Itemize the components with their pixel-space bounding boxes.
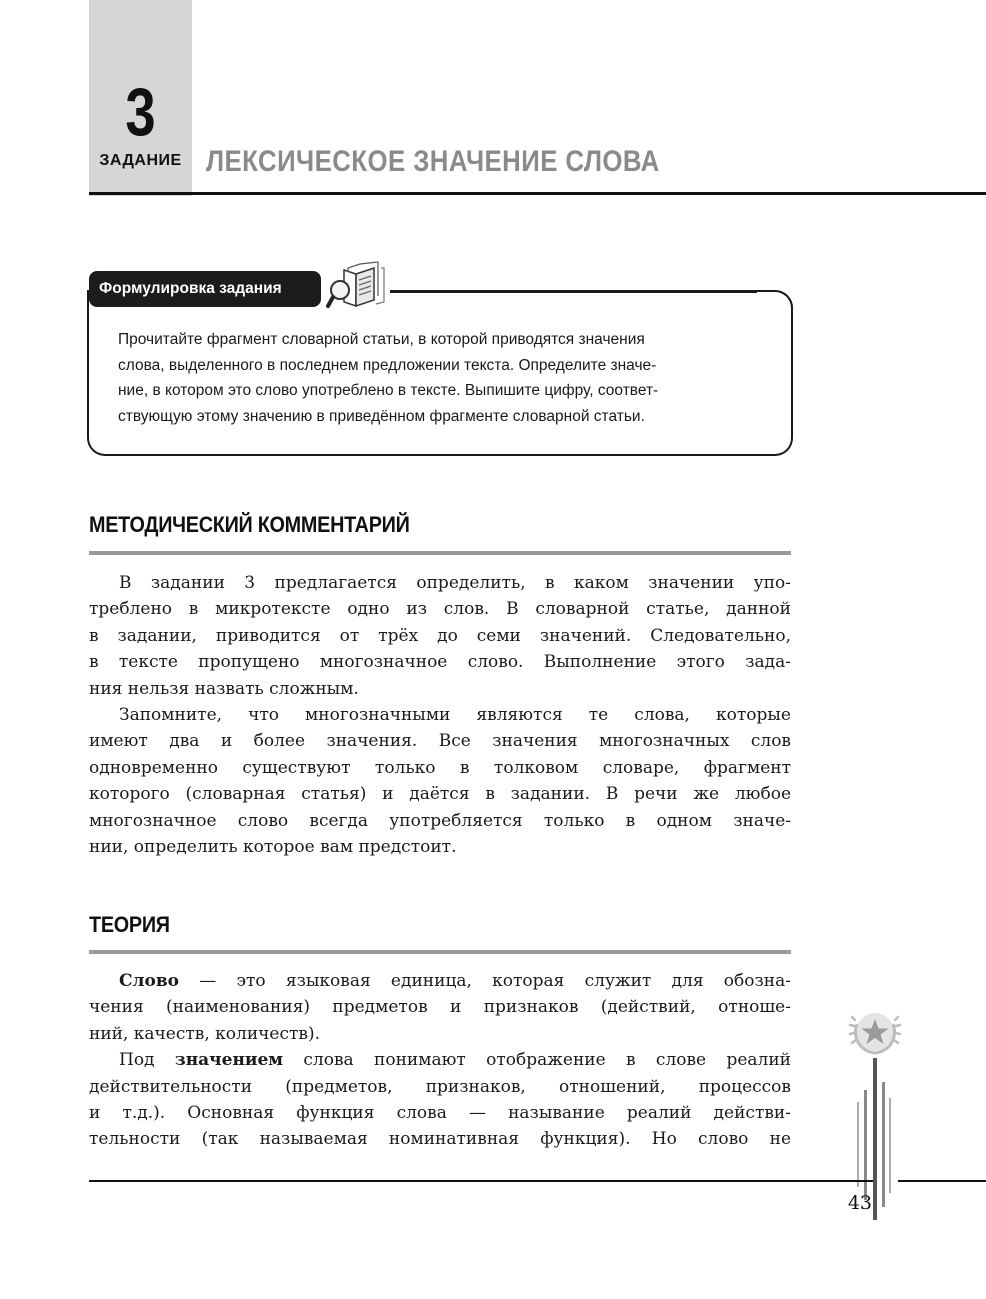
- theory-body: [89, 968, 791, 1153]
- text-line: в тексте пропущено многозначное слово. Выполнение этого зада-: [89, 652, 791, 673]
- footer-divider: [89, 1180, 873, 1182]
- footer-divider-right: [898, 1180, 986, 1182]
- text-line: имеют два и более значения. Все значения многозначных слов: [89, 731, 791, 752]
- task-label: ЗАДАНИЕ: [99, 152, 182, 169]
- text-line: действительности (предметов, признаков, отношений, процессов: [89, 1076, 791, 1097]
- term-meaning: значением: [174, 1050, 284, 1071]
- text-line: чения (наименования) предметов и признаков (действий, отноше-: [89, 997, 791, 1018]
- formulation-text: [118, 327, 768, 429]
- text-line: Запомните, что многозначными являются те слова, которые: [119, 705, 791, 726]
- formulation-badge: Формулировка задания: [89, 271, 321, 307]
- formulation-line: слова, выделенного в последнем предложении текста. Определите значе-: [118, 356, 657, 374]
- page-title: ЛЕКСИЧЕСКОЕ ЗНАЧЕНИЕ СЛОВА: [206, 145, 660, 178]
- text-line: ний, качеств, количеств).: [89, 1023, 320, 1044]
- method-body: [89, 570, 791, 860]
- task-number: 3: [125, 74, 156, 150]
- formulation-box-corner: [757, 290, 793, 326]
- formulation-box-top-border: [390, 290, 775, 293]
- theory-heading: ТЕОРИЯ: [89, 912, 170, 937]
- text-line: в задании, приводится от трёх до семи значений. Следовательно,: [89, 625, 791, 646]
- text-line: тельности (так называемая номинативная функция). Но слово не: [89, 1129, 791, 1150]
- text-line: и т.д.). Основная функция слова — называние реалий действи-: [89, 1103, 791, 1124]
- text-line: которого (словарная статья) и даётся в задании. В речи же любое: [89, 784, 791, 805]
- formulation-line: ние, в котором это слово употреблено в тексте. Выпишите цифру, соответ-: [118, 382, 659, 399]
- method-divider: [89, 551, 791, 555]
- term-word: Слово: [119, 971, 180, 991]
- page-number: 43: [847, 1192, 872, 1214]
- formulation-line: ствующую этому значению в приведённом фрагменте словарной статьи.: [118, 407, 645, 425]
- text-line: В задании 3 предлагается определить, в каком значении упо-: [119, 573, 791, 593]
- text-line: нии, определить которое вам предстоит.: [89, 837, 457, 858]
- text-line: Под значением слова понимают отображение в слове реалий: [119, 1050, 791, 1071]
- header-divider: [89, 192, 986, 195]
- text-line: одновременно существуют только в толковом словаре, фрагмент: [89, 757, 791, 778]
- text-line: ния нельзя назвать сложным.: [89, 678, 359, 699]
- theory-divider: [89, 950, 791, 954]
- book-magnifier-icon: [326, 260, 388, 312]
- text-line: многозначное слово всегда употребляется только в одном значе-: [89, 810, 791, 831]
- formulation-line: Прочитайте фрагмент словарной статьи, в которой приводятся значения: [118, 331, 645, 348]
- text-line: Слово — это языковая единица, которая служит для обозна-: [119, 971, 791, 991]
- text-line: треблено в микротексте одно из слов. В словарной статье, данной: [89, 599, 791, 620]
- method-heading: МЕТОДИЧЕСКИЙ КОММЕНТАРИЙ: [89, 512, 410, 537]
